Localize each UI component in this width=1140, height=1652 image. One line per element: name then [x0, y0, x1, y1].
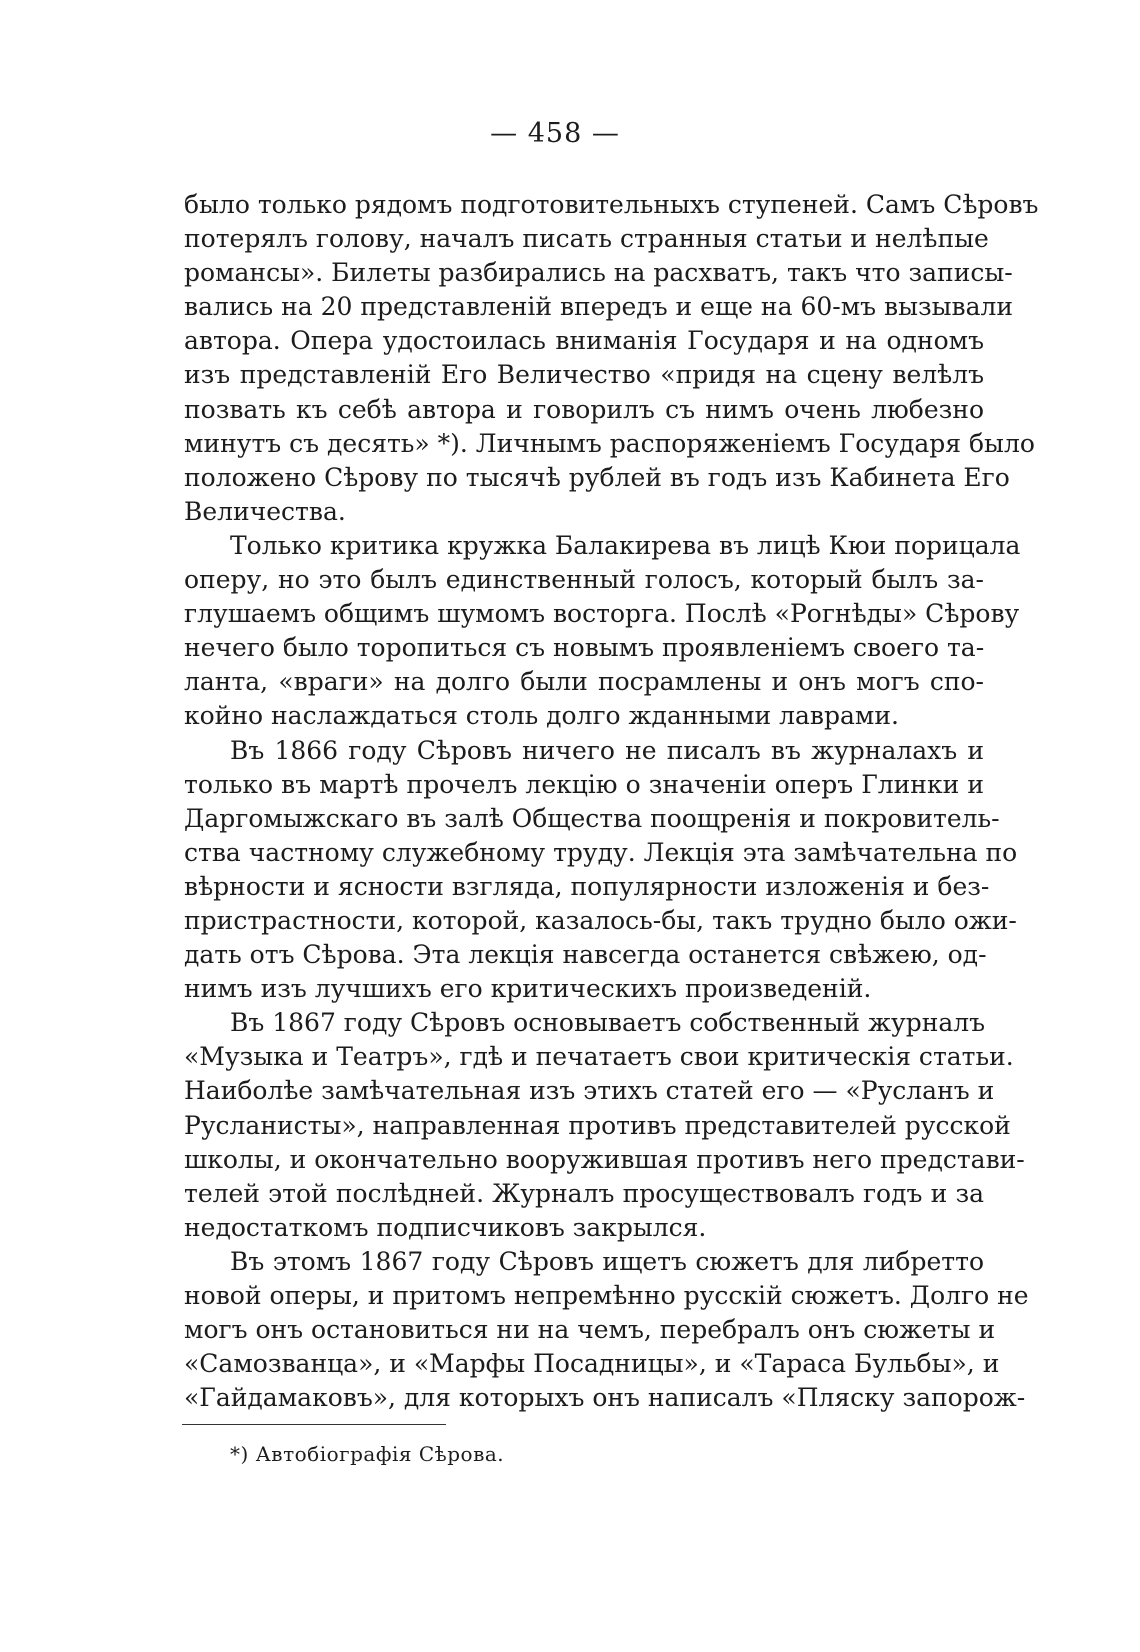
text-line: положено Сѣрову по тысячѣ рублей въ годъ изъ Кабинета Его	[184, 462, 1010, 492]
text-line: минутъ съ десять» *). Личнымъ распоряженіемъ Государя было	[184, 428, 1035, 458]
text-line: позвать къ себѣ автора и говорилъ съ нимъ очень любезно	[184, 394, 984, 424]
text-line: изъ представленій Его Величество «придя на сцену велѣлъ	[184, 360, 984, 390]
text-line: потерялъ голову, началъ писать странныя статьи и нелѣпые	[184, 224, 989, 254]
text-line: автора. Опера удостоилась вниманія Государя и на одномъ	[184, 326, 984, 356]
text-line: могъ онъ остановиться ни на чемъ, перебралъ онъ сюжеты и	[184, 1315, 996, 1345]
text-line: романсы». Билеты разбирались на расхватъ, такъ что записы-	[184, 258, 1013, 288]
text-line: Величества.	[184, 496, 346, 526]
text-line: койно наслаждаться столь долго жданными лаврами.	[184, 701, 899, 731]
text-line: вались на 20 представленій впередъ и еще на 60-мъ вызывали	[184, 292, 1014, 322]
text-line: школы, и окончательно вооружившая противъ него представи-	[184, 1144, 1025, 1174]
text-line: глушаемъ общимъ шумомъ восторга. Послѣ «Рогнѣды» Сѣрову	[184, 599, 1020, 629]
text-line: дать отъ Сѣрова. Эта лекція навсегда останется свѣжею, од-	[184, 940, 987, 970]
text-line: Даргомыжскаго въ залѣ Общества поощренія и покровитель-	[184, 803, 1000, 833]
main-text	[184, 188, 1039, 1415]
text-line: Наиболѣе замѣчательная изъ этихъ статей его — «Русланъ и	[184, 1076, 995, 1106]
text-line: недостаткомъ подписчиковъ закрылся.	[184, 1212, 707, 1242]
text-line: телей этой послѣдней. Журналъ просуществовалъ годъ и за	[184, 1178, 984, 1208]
text-line: Русланисты», направленная противъ представителей русской	[184, 1110, 1011, 1140]
text-line: «Самозванца», и «Марфы Посадницы», и «Тараса Бульбы», и	[184, 1349, 1000, 1379]
text-line: ланта, «враги» на долго были посрамлены и онъ могъ спо-	[184, 667, 984, 697]
text-line: ства частному служебному труду. Лекція эта замѣчательна по	[184, 837, 1018, 867]
paragraph-start: Только критика кружка Балакирева въ лицѣ Кюи порицала	[230, 530, 1021, 560]
paragraph-start: Въ 1867 году Сѣровъ основываетъ собственный журналъ	[230, 1008, 986, 1038]
paragraph-start: Въ 1866 году Сѣровъ ничего не писалъ въ журналахъ и	[230, 735, 984, 765]
text-line: было только рядомъ подготовительныхъ ступеней. Самъ Сѣровъ	[184, 190, 1039, 219]
text-line: нимъ изъ лучшихъ его критическихъ произведеній.	[184, 974, 872, 1004]
footnote: *) Автобіографія Сѣрова.	[230, 1442, 505, 1466]
text-line: оперу, но это былъ единственный голосъ, который былъ за-	[184, 565, 984, 595]
text-line: новой оперы, и притомъ непремѣнно русскій сюжетъ. Долго не	[184, 1281, 1029, 1310]
footnote-divider	[182, 1424, 446, 1425]
text-line: «Гайдамаковъ», для которыхъ онъ написалъ «Пляску запорож-	[184, 1383, 1026, 1413]
text-line: вѣрности и ясности взгляда, популярности изложенія и без-	[184, 871, 990, 901]
text-line: нечего было торопиться съ новымъ проявленіемъ своего та-	[184, 633, 985, 663]
page-number: — 458 —	[490, 118, 620, 149]
text-line: только въ мартѣ прочелъ лекцію о значеніи оперъ Глинки и	[184, 769, 984, 799]
paragraph-start: Въ этомъ 1867 году Сѣровъ ищетъ сюжетъ для либретто	[230, 1246, 984, 1276]
text-line: «Музыка и Театръ», гдѣ и печатаетъ свои критическія статьи.	[184, 1042, 1014, 1072]
text-line: пристрастности, которой, казалось-бы, такъ трудно было ожи-	[184, 905, 1017, 935]
